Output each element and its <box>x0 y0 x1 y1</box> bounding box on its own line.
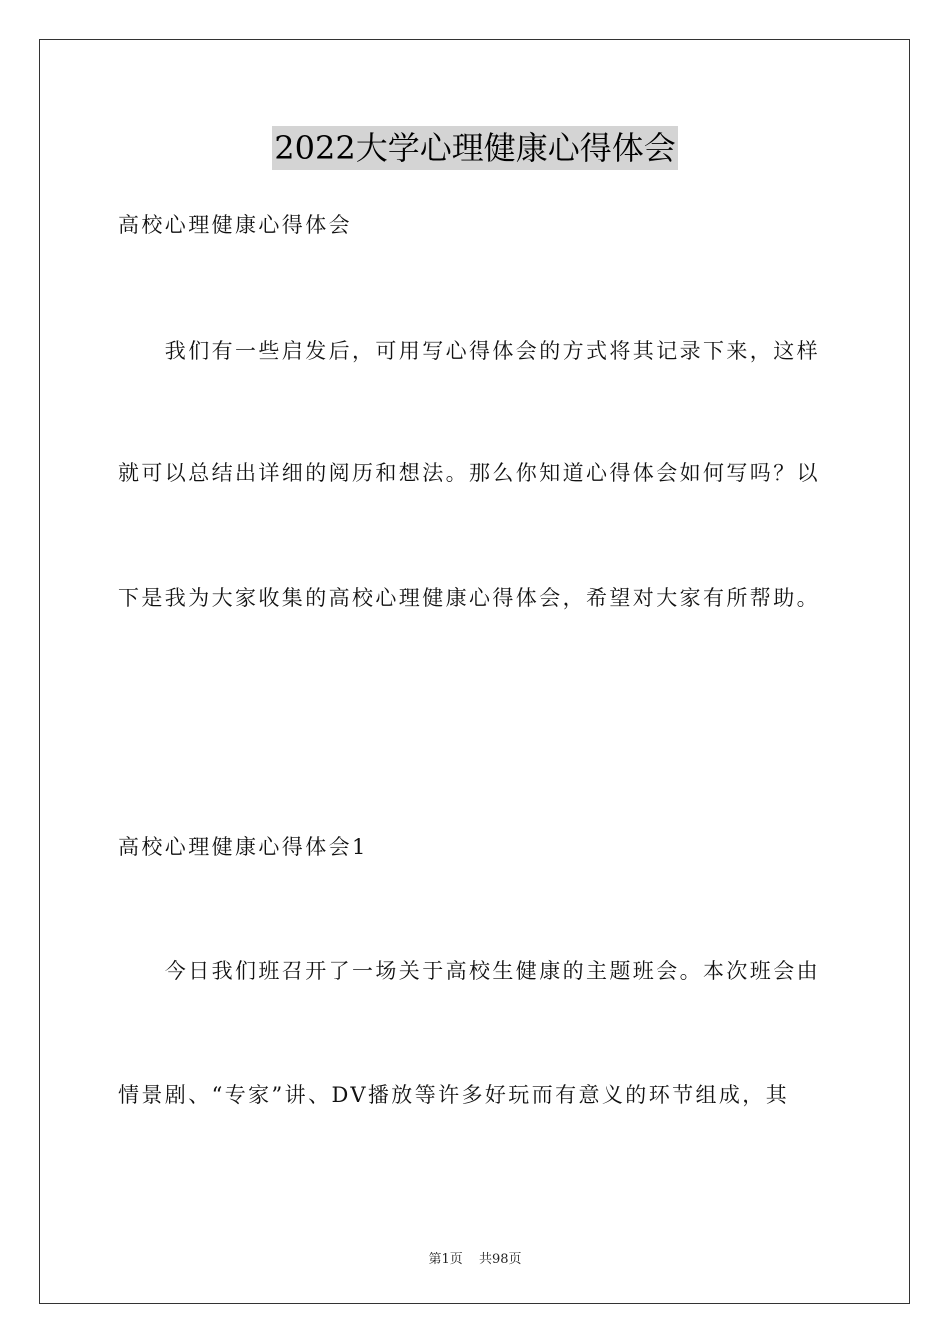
subtitle-line: 高校心理健康心得体会 <box>118 213 352 237</box>
document-title: 2022大学心理健康心得体会 <box>272 126 677 170</box>
page-total: 共98页 <box>478 1252 522 1267</box>
paragraph-line-2: 就可以总结出详细的阅历和想法。那么你知道心得体会如何写吗？以 <box>118 461 820 485</box>
paragraph-line-4: 今日我们班召开了一场关于高校生健康的主题班会。本次班会由 <box>118 959 820 983</box>
page-current: 第1页 <box>428 1252 463 1267</box>
page-footer <box>0 1248 950 1267</box>
paragraph-line-5: 情景剧、“专家”讲、DV播放等许多好玩而有意义的环节组成，其 <box>118 1083 790 1107</box>
paragraph-line-1: 我们有一些启发后，可用写心得体会的方式将其记录下来，这样 <box>118 339 820 363</box>
title-container <box>0 126 950 170</box>
section-heading-1: 高校心理健康心得体会1 <box>118 835 368 859</box>
paragraph-line-3: 下是我为大家收集的高校心理健康心得体会，希望对大家有所帮助。 <box>118 586 820 610</box>
